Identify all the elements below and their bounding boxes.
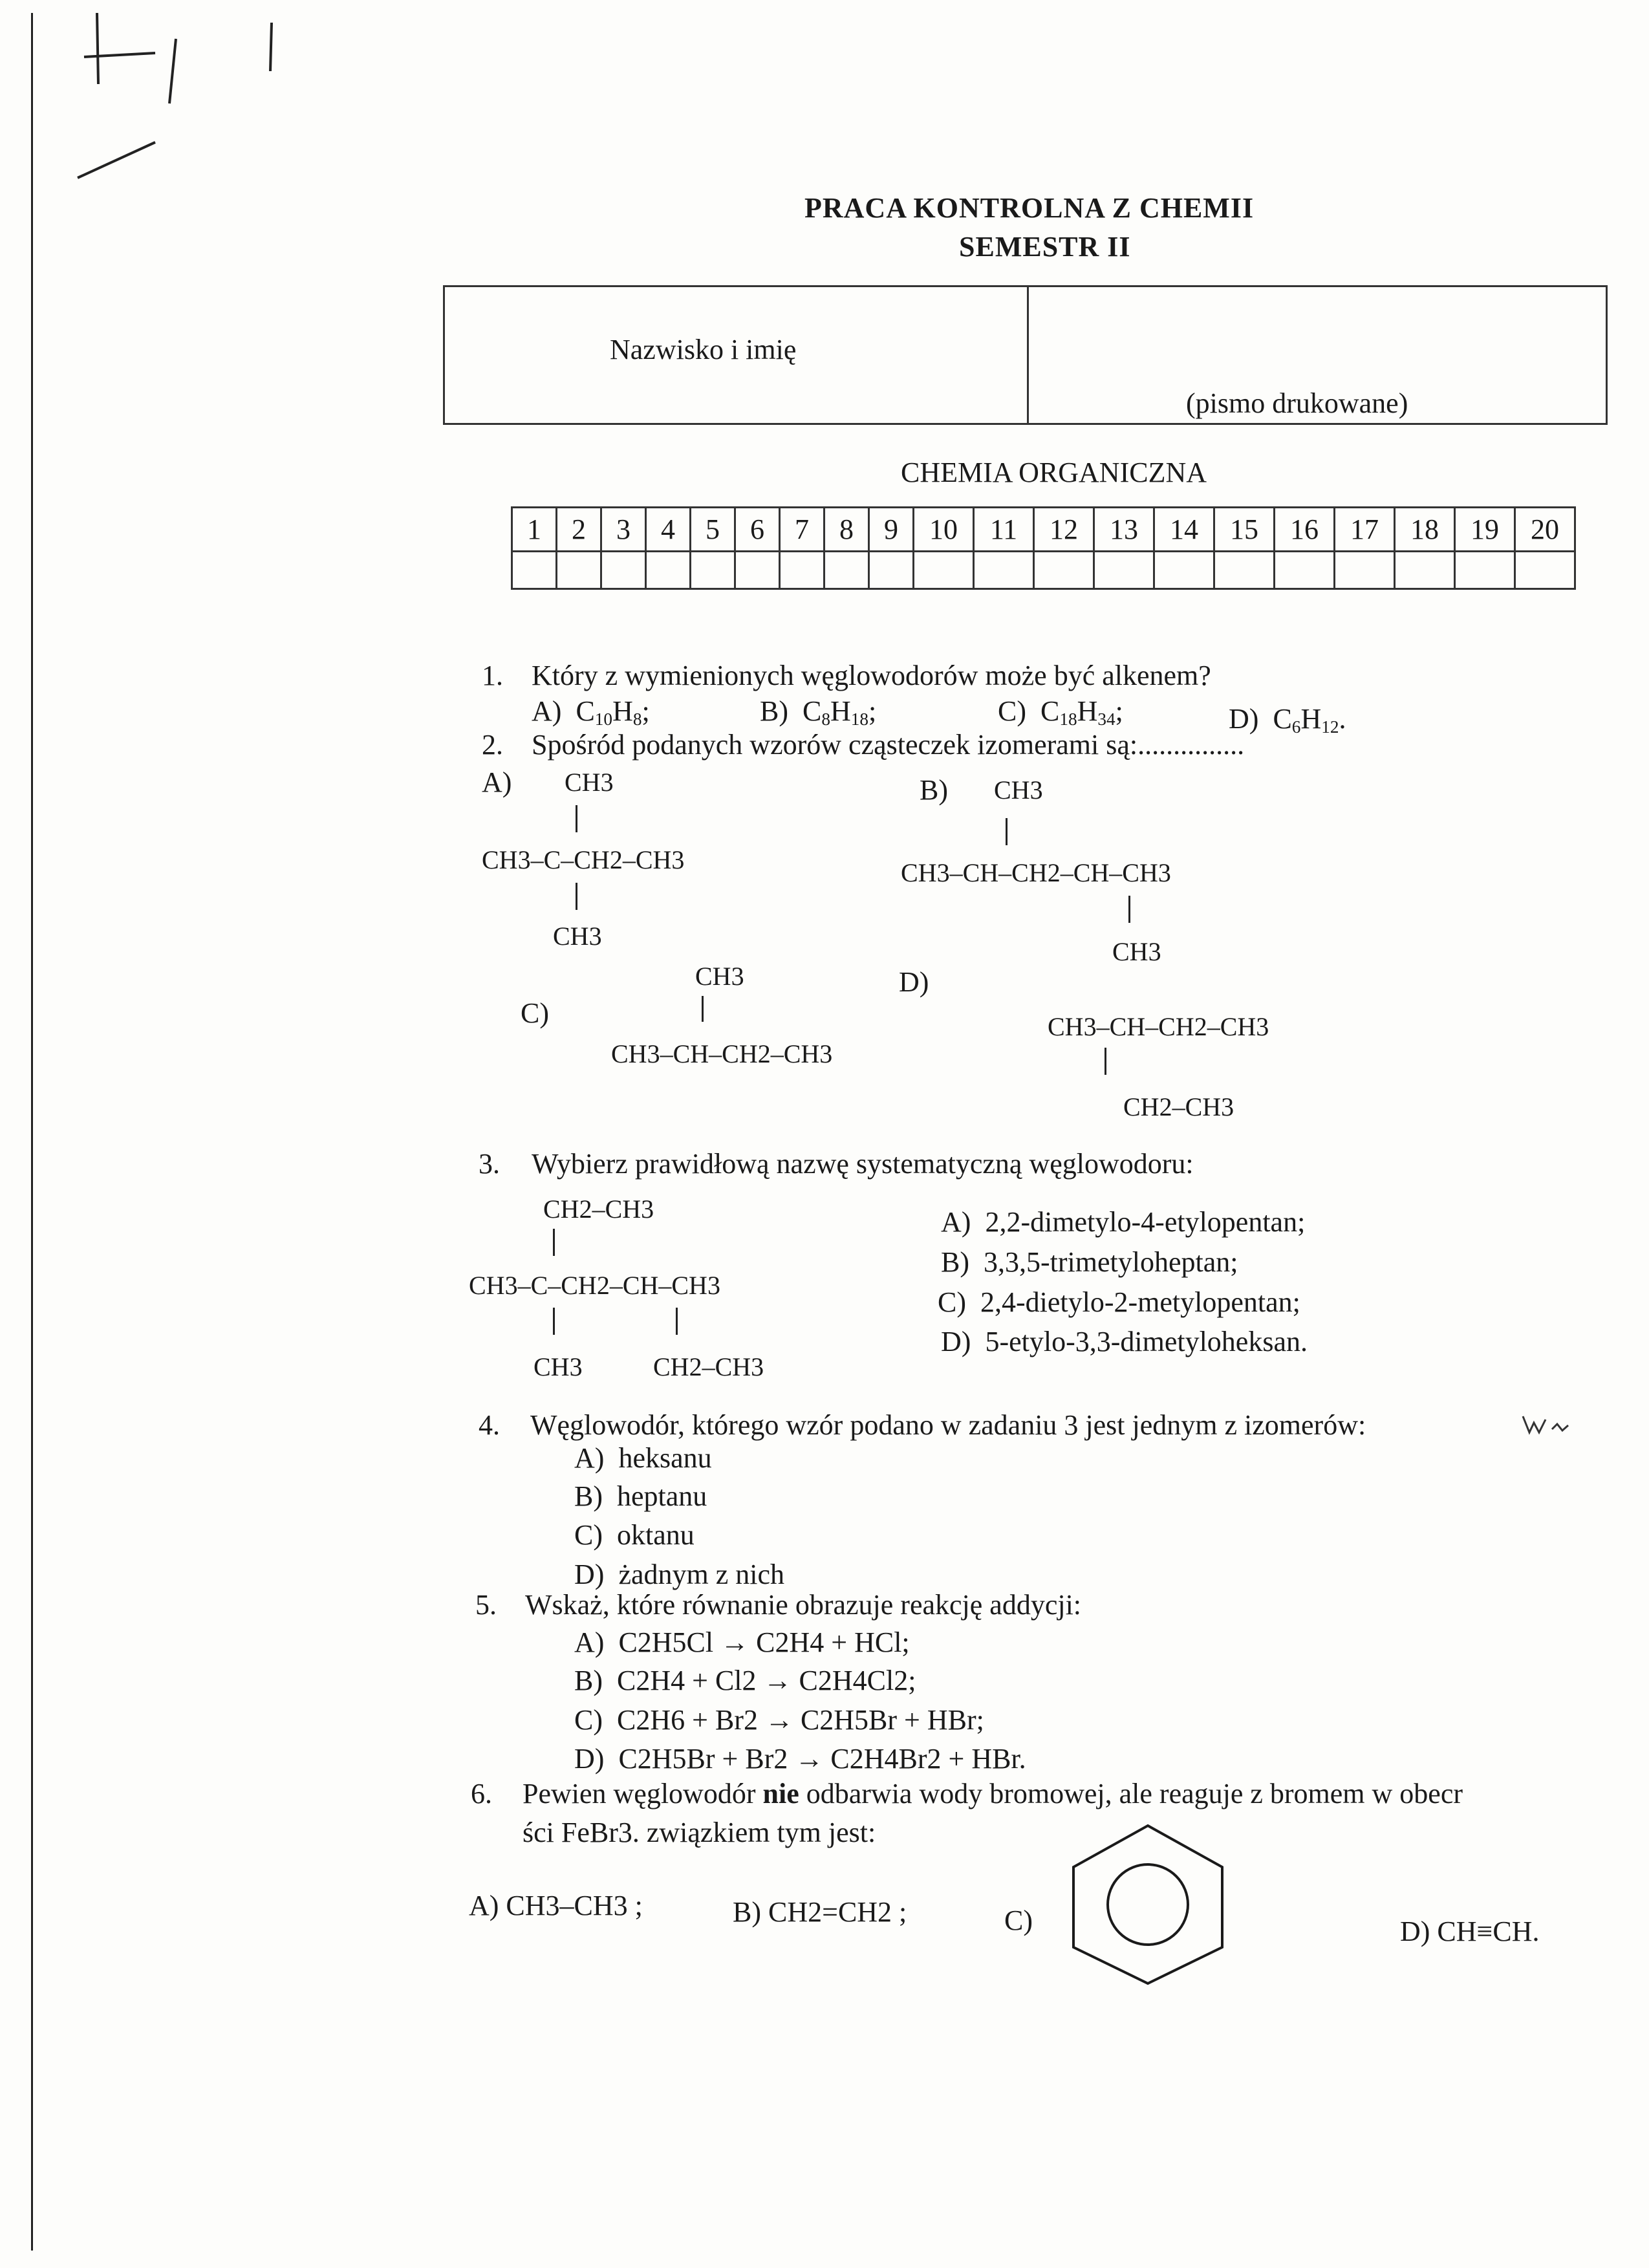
grid-number: 15: [1214, 508, 1275, 552]
q3-option-b[interactable]: B) 3,3,5-trimetyloheptan;: [941, 1246, 1238, 1278]
answer-cell[interactable]: [1094, 552, 1154, 589]
q2-d-main-chain: CH3–CH–CH2–CH3: [1048, 1012, 1269, 1041]
answer-cell[interactable]: [824, 552, 869, 589]
name-hint: (pismo drukowane): [1186, 387, 1408, 419]
answer-cell[interactable]: [691, 552, 735, 589]
q6-option-b[interactable]: B) CH2=CH2 ;: [733, 1896, 907, 1928]
q4-text: Węglowodór, którego wzór podano w zadaniu 3 jest jednym z izomerów:: [530, 1409, 1366, 1441]
answer-cell[interactable]: [974, 552, 1034, 589]
q2-number: 2.: [482, 729, 503, 761]
answer-cell[interactable]: [914, 552, 974, 589]
q2-d-branch: CH2–CH3: [1123, 1092, 1234, 1121]
q3-bottom-right: CH2–CH3: [653, 1352, 764, 1381]
grid-number: 10: [914, 508, 974, 552]
answer-cell[interactable]: [1034, 552, 1094, 589]
q4-option-d[interactable]: D) żadnym z nich: [574, 1559, 785, 1590]
q1-option-a[interactable]: A) $C_{10}H_8$;: [532, 695, 650, 729]
q2-b-bottom-ch3: CH3: [1112, 937, 1161, 966]
grid-number: 2: [557, 508, 601, 552]
q3-option-a[interactable]: A) 2,2-dimetylo-4-etylopentan;: [941, 1206, 1306, 1238]
section-title: CHEMIA ORGANICZNA: [901, 457, 1207, 488]
q1-option-c[interactable]: C) $C_{18}H_{34}$;: [998, 695, 1123, 729]
q3-option-c[interactable]: C) 2,4-dietylo-2-metylopentan;: [938, 1286, 1300, 1318]
grid-number: 1: [512, 508, 557, 552]
answer-cell[interactable]: [1154, 552, 1214, 589]
answer-grid-header-row: [512, 508, 1575, 552]
answer-cell[interactable]: [869, 552, 914, 589]
grid-number: 7: [780, 508, 824, 552]
q4-option-b[interactable]: B) heptanu: [574, 1480, 707, 1512]
answer-cell[interactable]: [1214, 552, 1275, 589]
q3-option-d[interactable]: D) 5-etylo-3,3-dimetyloheksan.: [941, 1326, 1308, 1357]
bond-line: [676, 1308, 678, 1335]
answer-grid-input-row: [512, 552, 1575, 589]
answer-cell[interactable]: [557, 552, 601, 589]
page-title: PRACA KONTROLNA Z CHEMII: [804, 192, 1255, 224]
q2-b-top-ch3: CH3: [994, 775, 1043, 805]
answer-cell[interactable]: [1455, 552, 1515, 589]
page-subtitle: SEMESTR II: [959, 231, 1131, 263]
answer-cell[interactable]: [1395, 552, 1455, 589]
answer-cell[interactable]: [1275, 552, 1335, 589]
answer-cell[interactable]: [780, 552, 824, 589]
grid-number: 4: [646, 508, 691, 552]
q2-c-top-ch3: CH3: [695, 962, 744, 991]
q2-label-a[interactable]: A): [482, 766, 512, 798]
bond-line: [1006, 818, 1008, 845]
bond-line: [576, 805, 577, 832]
q4-number: 4.: [479, 1409, 500, 1441]
handwritten-mark-icon: [58, 13, 291, 181]
q3-bottom-left: CH3: [534, 1352, 583, 1381]
grid-number: 19: [1455, 508, 1515, 552]
q5-option-b[interactable]: B) C2H4 + Cl2 → C2H4Cl2;: [574, 1665, 916, 1696]
q2-label-b[interactable]: B): [920, 774, 948, 806]
handwritten-tick-icon: [1520, 1410, 1591, 1442]
bond-line: [553, 1229, 555, 1256]
bond-line: [1105, 1048, 1106, 1075]
bond-line: [576, 883, 577, 910]
q2-label-c[interactable]: C): [521, 997, 549, 1029]
q1-option-d[interactable]: D) $C_6H_{12}$.: [1229, 703, 1346, 737]
name-input[interactable]: [1027, 389, 1609, 428]
bond-line: [702, 996, 704, 1022]
bond-line: [1128, 896, 1130, 923]
benzene-ring-icon: [1061, 1820, 1235, 1989]
grid-number: 18: [1395, 508, 1455, 552]
q2-a-bottom-ch3: CH3: [553, 922, 602, 951]
q3-top-branch: CH2–CH3: [543, 1194, 654, 1224]
grid-number: 3: [601, 508, 646, 552]
q4-option-a[interactable]: A) heksanu: [574, 1442, 712, 1474]
q5-option-c[interactable]: C) C2H6 + Br2 → C2H5Br + HBr;: [574, 1704, 984, 1736]
q3-text: Wybierz prawidłową nazwę systematyczną węglowodoru:: [532, 1148, 1194, 1180]
q3-number: 3.: [479, 1148, 500, 1180]
grid-number: 13: [1094, 508, 1154, 552]
q5-option-d[interactable]: D) C2H5Br + Br2 → C2H4Br2 + HBr.: [574, 1743, 1026, 1775]
grid-number: 5: [691, 508, 735, 552]
answer-cell[interactable]: [1515, 552, 1575, 589]
grid-number: 6: [735, 508, 780, 552]
q6-option-a[interactable]: A) CH3–CH3 ;: [469, 1890, 643, 1921]
answer-cell[interactable]: [646, 552, 691, 589]
q1-number: 1.: [482, 660, 503, 691]
q2-a-main-chain: CH3–C–CH2–CH3: [482, 845, 685, 874]
q2-b-main-chain: CH3–CH–CH2–CH–CH3: [901, 858, 1171, 887]
answer-cell[interactable]: [735, 552, 780, 589]
answer-grid: [511, 506, 1576, 590]
grid-number: 11: [974, 508, 1034, 552]
q2-label-d[interactable]: D): [899, 966, 929, 998]
answer-cell[interactable]: [1335, 552, 1395, 589]
q5-text: Wskaż, które równanie obrazuje reakcję addycji:: [525, 1589, 1082, 1621]
grid-number: 20: [1515, 508, 1575, 552]
grid-number: 8: [824, 508, 869, 552]
scan-edge-line: [31, 13, 33, 2251]
q2-text: Spośród podanych wzorów cząsteczek izomerami są:...............: [532, 729, 1245, 761]
q4-option-c[interactable]: C) oktanu: [574, 1519, 695, 1551]
q6-option-c[interactable]: C): [1004, 1905, 1033, 1936]
answer-cell[interactable]: [601, 552, 646, 589]
q6-number: 6.: [471, 1778, 492, 1809]
grid-number: 14: [1154, 508, 1214, 552]
q1-option-b[interactable]: B) $C_8H_{18}$;: [760, 695, 877, 729]
grid-number: 12: [1034, 508, 1094, 552]
q6-option-d[interactable]: D) CH≡CH.: [1400, 1916, 1540, 1947]
q3-main-chain: CH3–C–CH2–CH–CH3: [469, 1271, 720, 1300]
q6-text: Pewien węglowodór nie odbarwia wody bromowej, ale reaguje z bromem w obecr: [523, 1778, 1463, 1809]
q2-c-main-chain: CH3–CH–CH2–CH3: [611, 1039, 833, 1068]
q1-text: Który z wymienionych węglowodorów może być alkenem?: [532, 660, 1211, 691]
grid-number: 9: [869, 508, 914, 552]
q6-text-line2: ści FeBr3. związkiem tym jest:: [523, 1817, 876, 1848]
grid-number: 17: [1335, 508, 1395, 552]
grid-number: 16: [1275, 508, 1335, 552]
bond-line: [553, 1308, 555, 1335]
q5-number: 5.: [475, 1589, 497, 1621]
answer-cell[interactable]: [512, 552, 557, 589]
q5-option-a[interactable]: A) C2H5Cl → C2H4 + HCl;: [574, 1626, 910, 1658]
q2-a-top-ch3: CH3: [565, 768, 614, 797]
name-label: Nazwisko i imię: [610, 334, 797, 365]
